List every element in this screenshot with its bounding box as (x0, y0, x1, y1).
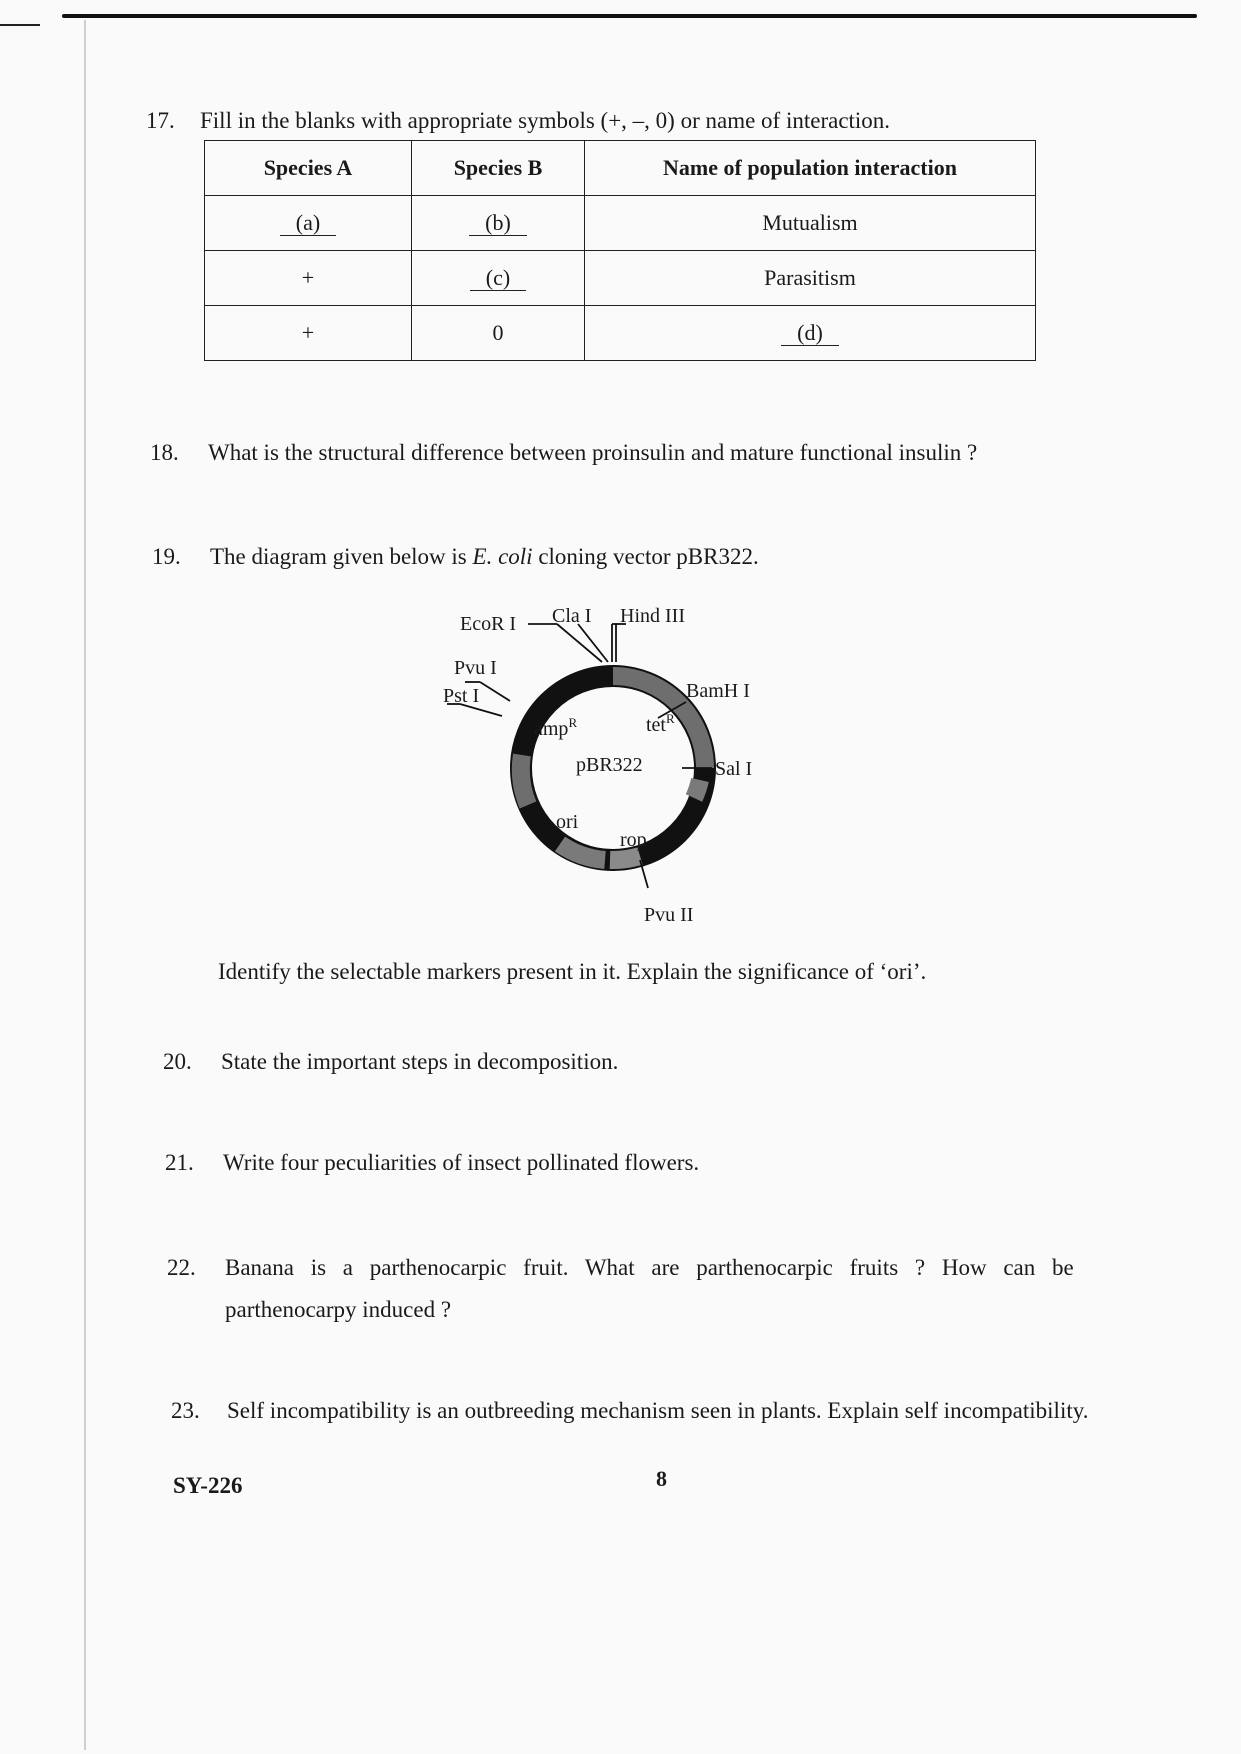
ori-segment (560, 844, 605, 860)
table-row (205, 251, 1036, 306)
blank-b: (b) (469, 211, 527, 236)
table-cell (585, 306, 1036, 361)
question-text: Write four peculiarities of insect pollinated flowers. (223, 1150, 700, 1175)
left-margin-rule (84, 20, 86, 1750)
ecori-label: EcoR I (460, 613, 517, 635)
interaction-table (204, 140, 1036, 361)
question-number: 21. (165, 1150, 194, 1175)
question-text: State the important steps in decomposition. (221, 1049, 619, 1074)
question-text (210, 542, 759, 572)
psti-label: Pst I (443, 685, 480, 707)
question-text: Fill in the blanks with appropriate symbols (+, –, 0) or name of interaction. (200, 108, 891, 133)
hindiii-label: Hind III (620, 605, 685, 627)
question-number: 23. (171, 1398, 200, 1423)
question-text: Identify the selectable markers present in it. Explain the significance of ‘ori’. (218, 959, 927, 984)
pvuii-label: Pvu II (644, 904, 694, 926)
organism-name: E. coli (472, 544, 533, 569)
question-text: Self incompatibility is an outbreeding mechanism seen in plants. Explain self incompatibility. (227, 1398, 1089, 1423)
bamhi-label: BamH I (686, 680, 750, 702)
tet-gene-label: tet$^R$ (646, 711, 675, 736)
rop-segment (610, 856, 640, 860)
amp-gene-segment (521, 755, 528, 805)
text-part: The diagram given below is (210, 544, 473, 569)
table-cell (205, 196, 412, 251)
table-cell (412, 251, 585, 306)
question-number: 19. (152, 544, 181, 569)
pbr322-plasmid-diagram (430, 598, 830, 938)
paper-code: SY-226 (173, 1473, 243, 1498)
pvui-label: Pvu I (454, 657, 497, 679)
page-number: 8 (656, 1466, 667, 1491)
rop-label: rop (620, 829, 647, 851)
table-cell (412, 196, 585, 251)
top-rule (62, 14, 1197, 18)
question-number: 20. (163, 1049, 192, 1074)
amp-gene-label: amp$^R$ (534, 715, 578, 740)
question-number: 18. (150, 440, 179, 465)
table-cell: Parasitism (585, 251, 1036, 306)
blank-a: (a) (280, 211, 336, 236)
ori-label: ori (556, 811, 579, 833)
blank-d: (d) (781, 321, 839, 346)
table-header-row (205, 141, 1036, 196)
blank-c: (c) (470, 266, 526, 291)
table-row (205, 196, 1036, 251)
header-species-a: Species A (205, 141, 412, 196)
question-text-line2: parthenocarpy induced ? (225, 1297, 452, 1322)
plasmid-name: pBR322 (576, 754, 643, 776)
sali-label: Sal I (715, 758, 753, 780)
pvui-line (480, 682, 510, 701)
table-cell: 0 (412, 306, 585, 361)
corner-mark (0, 24, 40, 26)
table-cell: + (205, 251, 412, 306)
clai-label: Cla I (552, 605, 592, 627)
clai-line (578, 624, 608, 662)
header-species-b: Species B (412, 141, 585, 196)
header-interaction: Name of population interaction (585, 141, 1036, 196)
question-number: 22. (167, 1255, 196, 1280)
question-number: 17. (146, 108, 175, 133)
table-cell: + (205, 306, 412, 361)
sal-region-segment (694, 780, 700, 798)
table-cell: Mutualism (585, 196, 1036, 251)
question-text: Banana is a parthenocarpic fruit. What are parthenocarpic fruits ? How can be (225, 1255, 1074, 1280)
ecori-line (557, 624, 602, 662)
text-part: cloning vector pBR322. (532, 544, 759, 569)
table-row (205, 306, 1036, 361)
question-text: What is the structural difference between proinsulin and mature functional insulin ? (208, 440, 978, 465)
